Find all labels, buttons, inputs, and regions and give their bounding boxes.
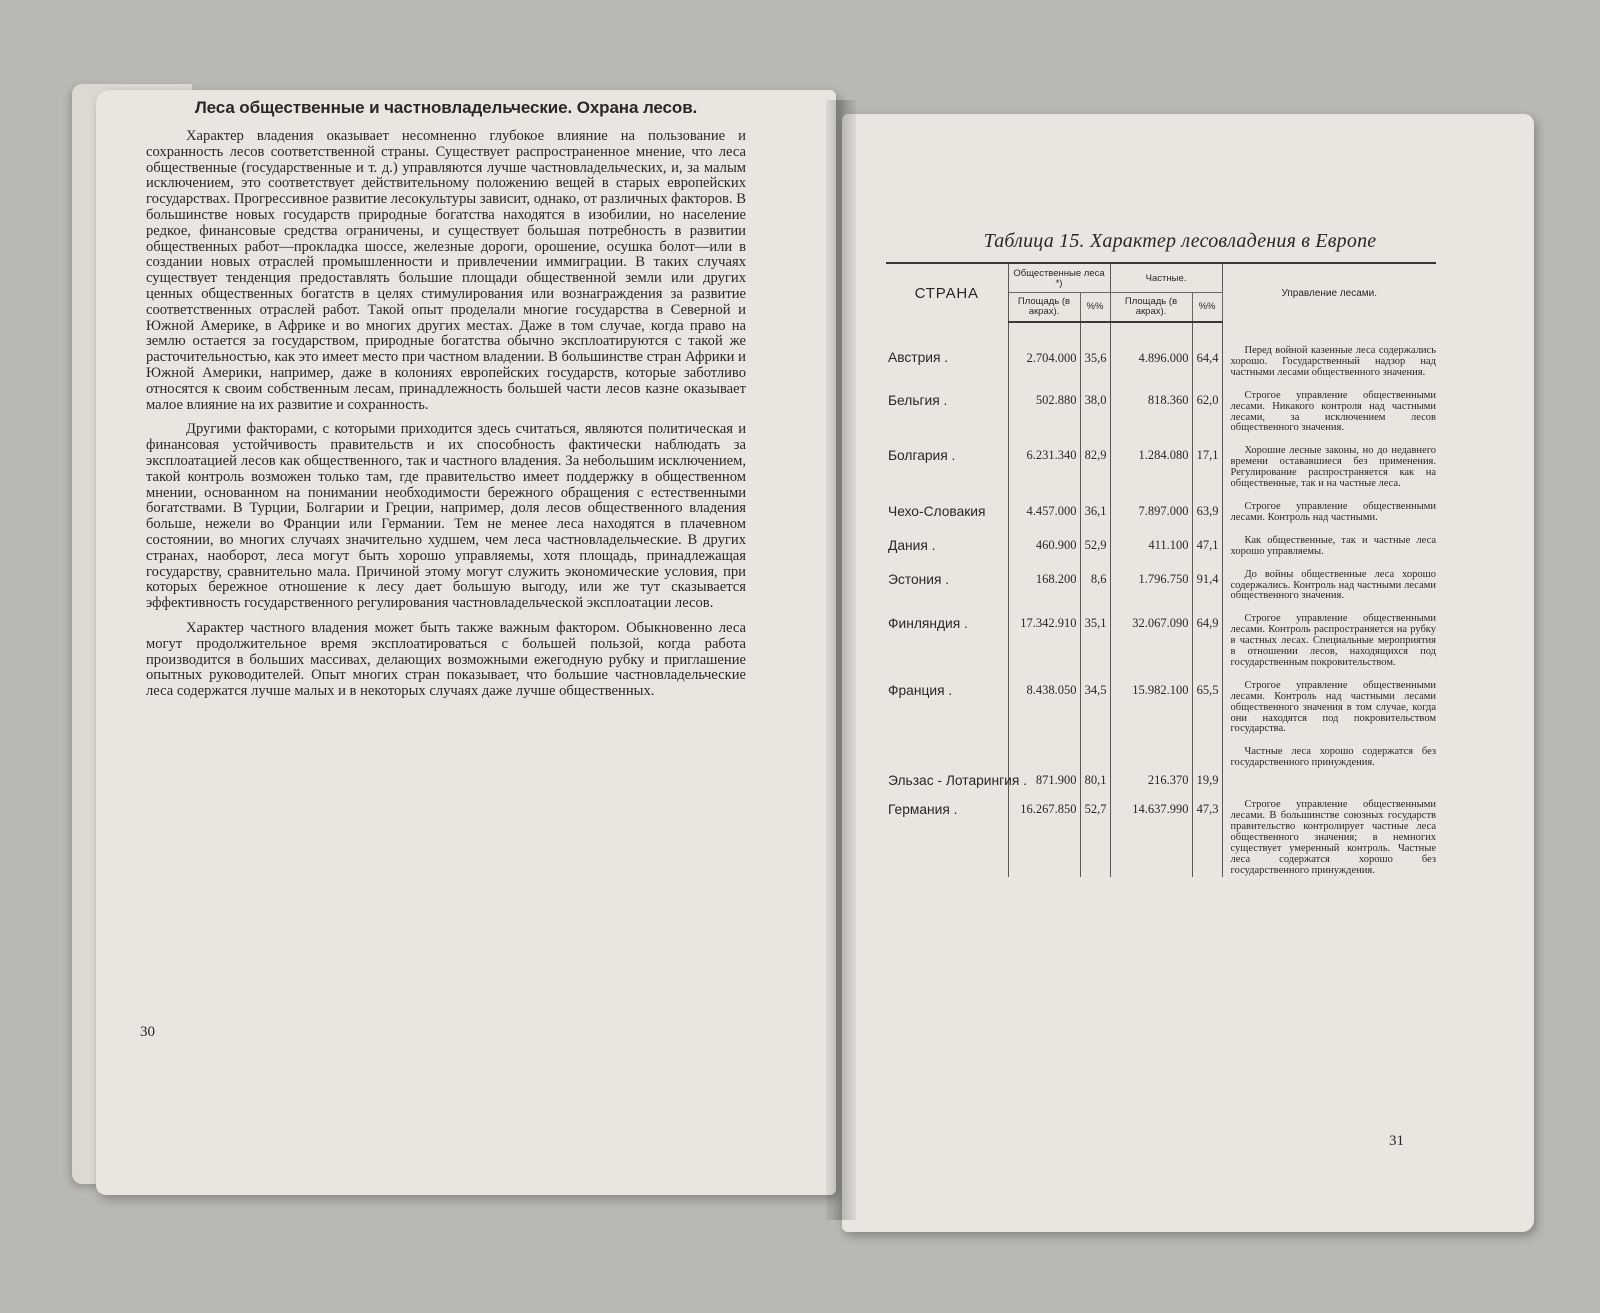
cell-private-percent: 65,5 bbox=[1192, 669, 1222, 736]
table-row bbox=[886, 379, 1436, 435]
cell-private-percent: 62,0 bbox=[1192, 379, 1222, 435]
cell-public-area: 8.438.050 bbox=[1008, 669, 1080, 736]
cell-private-percent: 64,4 bbox=[1192, 322, 1222, 379]
cell-private-percent: 17,1 bbox=[1192, 434, 1222, 490]
header-private-percent: %% bbox=[1192, 293, 1222, 323]
cell-country: Эльзас - Лотарингия . bbox=[886, 735, 1008, 788]
cell-public-area: 871.900 bbox=[1008, 735, 1080, 788]
header-public-forests: Общественные леса *) bbox=[1008, 263, 1110, 293]
forest-ownership-table bbox=[886, 262, 1436, 877]
cell-public-area: 2.704.000 bbox=[1008, 322, 1080, 379]
cell-public-percent: 52,7 bbox=[1080, 788, 1110, 876]
header-private-forests: Частные. bbox=[1110, 263, 1222, 293]
cell-management: Перед войной казенные леса содержались хорошо. Государственный надзор над частными лесами общественного значения. bbox=[1230, 345, 1437, 378]
cell-public-area: 6.231.340 bbox=[1008, 434, 1080, 490]
cell-country: Финляндия . bbox=[886, 602, 1008, 669]
cell-management: Строгое управление общественными лесами. В большинстве союзных государств правительство контролирует частные леса общественного значения; в немногих существует умеренный контроль. Частные леса содержатся хорошо без государственного принуждения. bbox=[1230, 799, 1437, 876]
cell-private-area: 1.284.080 bbox=[1110, 434, 1192, 490]
cell-public-area: 502.880 bbox=[1008, 379, 1080, 435]
cell-private-percent: 47,1 bbox=[1192, 524, 1222, 558]
cell-management: Строгое управление общественными лесами. Никакого контроля над частными лесами, за исключением лесов общественного значения. bbox=[1230, 389, 1437, 434]
table-row bbox=[886, 558, 1436, 603]
right-page-number: 31 bbox=[1389, 1133, 1404, 1149]
cell-private-area: 216.370 bbox=[1110, 735, 1192, 788]
cell-private-area: 411.100 bbox=[1110, 524, 1192, 558]
cell-public-percent: 35,1 bbox=[1080, 602, 1110, 669]
table bbox=[886, 262, 1436, 877]
left-page-content bbox=[146, 98, 746, 709]
cell-country: Австрия . bbox=[886, 322, 1008, 379]
cell-public-percent: 36,1 bbox=[1080, 490, 1110, 524]
cell-private-percent: 64,9 bbox=[1192, 602, 1222, 669]
cell-management: Строгое управление общественными лесами. Контроль над частными лесами общественного значения в том случае, когда они находятся под покровительством государства. bbox=[1230, 679, 1437, 735]
cell-country: Дания . bbox=[886, 524, 1008, 558]
cell-private-area: 818.360 bbox=[1110, 379, 1192, 435]
table-row bbox=[886, 602, 1436, 669]
table-body bbox=[886, 322, 1436, 877]
cell-public-area: 16.267.850 bbox=[1008, 788, 1080, 876]
cell-public-percent: 38,0 bbox=[1080, 379, 1110, 435]
cell-management: До войны общественные леса хорошо содержались. Контроль над частными лесами общественного значения. bbox=[1230, 568, 1437, 602]
cell-country: Болгария . bbox=[886, 434, 1008, 490]
cell-management: Хорошие лесные законы, но до недавнего времени остававшиеся без применения. Регулирование распространяется как на общественные, так и на частные леса. bbox=[1230, 445, 1437, 490]
paragraph: Характер частного владения может быть также важным фактором. Обыкновенно леса могут продолжительное время эксплоатироваться с большей пользой, когда работа производится в больших массивах, делающих возможными ежегодную рубку и приглашение опытных руководителей. Опыт многих стран показывает, что большие частновладельческие леса содержатся лучше малых и в некоторых случаях даже лучше общественных. bbox=[146, 619, 746, 700]
table-row bbox=[886, 322, 1436, 379]
cell-private-percent: 91,4 bbox=[1192, 558, 1222, 603]
table-row bbox=[886, 788, 1436, 876]
cell-management: Частные леса хорошо содержатся без государственного принуждения. bbox=[1230, 746, 1437, 769]
cell-public-percent: 34,5 bbox=[1080, 669, 1110, 736]
cell-private-area: 4.896.000 bbox=[1110, 322, 1192, 379]
cell-management: Строгое управление общественными лесами. Контроль над частными. bbox=[1230, 500, 1437, 523]
header-management: Управление лесами. bbox=[1222, 263, 1436, 322]
cell-private-area: 7.897.000 bbox=[1110, 490, 1192, 524]
cell-private-percent: 63,9 bbox=[1192, 490, 1222, 524]
cell-public-area: 168.200 bbox=[1008, 558, 1080, 603]
cell-private-percent: 47,3 bbox=[1192, 788, 1222, 876]
left-page-number: 30 bbox=[140, 1024, 155, 1040]
cell-country: Франция . bbox=[886, 669, 1008, 736]
cell-public-percent: 8,6 bbox=[1080, 558, 1110, 603]
header-public-area: Площадь (в акрах). bbox=[1008, 293, 1080, 323]
cell-public-percent: 80,1 bbox=[1080, 735, 1110, 788]
table-row bbox=[886, 490, 1436, 524]
cell-private-area: 1.796.750 bbox=[1110, 558, 1192, 603]
table-row bbox=[886, 524, 1436, 558]
cell-country: Эстония . bbox=[886, 558, 1008, 603]
section-heading: Леса общественные и частновладельческие. Охрана лесов. bbox=[194, 98, 698, 117]
table-row bbox=[886, 434, 1436, 490]
cell-public-percent: 52,9 bbox=[1080, 524, 1110, 558]
paragraph: Характер владения оказывает несомненно глубокое влияние на пользование и сохранность лесов соответственной страны. Существует распространенное мнение, что леса общественные (государственные и т. д.) управляются лучше частновладельческих, и, за малым исключением, это соответствует действительному положению вещей в старых европейских государствах. Прогрессивное развитие лесокультуры зависит, однако, от различных факторов. В большинстве новых государств природные богатства находятся в изобилии, но население редкое, финансовые средства ограничены, и существует большая потребность в развитии общественных работ—прокладка шоссе, железные дороги, орошение, осушка болот—или в создании новых отраслей промышленности и привлечении иммиграции. В таких случаях существует тенденция предоставлять большие площади общественной земли или других ценных общественных богатств в целях стимулирования или вознаграждения за развитие соответственных отраслей работ. Такой опыт проделали многие государства в Северной и Южной Америке, в Африке и во многих других местах. Даже в том случае, когда право на землю остается за государством, природные богатства обычно эксплоатируются с такой же расточительностью, как это имеет место при частном владении. В большинстве стран Африки и Южной Америки, например, даже в колониях европейских государств, которые заботливо относятся к своим собственным лесам, принадлежность большей части лесов казне оказывает малое влияние на их развитие и сохранность. bbox=[146, 128, 746, 413]
cell-country: Германия . bbox=[886, 788, 1008, 876]
cell-public-percent: 82,9 bbox=[1080, 434, 1110, 490]
cell-public-area: 17.342.910 bbox=[1008, 602, 1080, 669]
cell-public-area: 460.900 bbox=[1008, 524, 1080, 558]
header-public-percent: %% bbox=[1080, 293, 1110, 323]
cell-management: Как общественные, так и частные леса хорошо управляемы. bbox=[1230, 534, 1437, 557]
table-row bbox=[886, 735, 1436, 788]
cell-management: Строгое управление общественными лесами. Контроль распространяется на рубку в частных лесах. Специальные мероприятия в отношении лесов, находящихся под государственным покровительством. bbox=[1230, 613, 1437, 668]
cell-public-area: 4.457.000 bbox=[1008, 490, 1080, 524]
cell-private-percent: 19,9 bbox=[1192, 735, 1222, 788]
table-header-row bbox=[886, 263, 1436, 293]
cell-country: Бельгия . bbox=[886, 379, 1008, 435]
cell-private-area: 15.982.100 bbox=[1110, 669, 1192, 736]
cell-country: Чехо-Словакия bbox=[886, 490, 1008, 524]
table-row bbox=[886, 669, 1436, 736]
paragraph: Другими факторами, с которыми приходится здесь считаться, являются политическая и финансовая устойчивость правительств и их способность фактически наблюдать за эксплоатацией лесов как общественного, так и частного владения. За небольшим исключением, такой контроль возможен только там, где правительство имеет поддержку в общественном мнении, основанном на понимании необходимости бережного обращения с естественными богатствами. В Турции, Болгарии и Греции, например, доля лесов общественного владения больше, нежели во Франции или Германии. Тем не менее леса находятся в плачевном состоянии, во многих случаях значительно худшем, чем леса частновладельческие. В других странах, наоборот, леса могут быть хорошо управляемы, хотя площадь, принадлежащая государству, сравнительно мала. Причиной этому могут служить экономические условия, при которых бережное отношение к лесу дает большую выгоду, или же тут сказывается эффективность государственного регулирования частновладельческой эксплоатации лесов. bbox=[146, 421, 746, 612]
cell-private-area: 14.637.990 bbox=[1110, 788, 1192, 876]
header-private-area: Площадь (в акрах). bbox=[1110, 293, 1192, 323]
header-country: СТРАНА bbox=[886, 263, 1008, 322]
cell-private-area: 32.067.090 bbox=[1110, 602, 1192, 669]
book-gutter bbox=[826, 100, 856, 1220]
table-title: Таблица 15. Характер лесовладения в Европе bbox=[983, 230, 1377, 252]
cell-public-percent: 35,6 bbox=[1080, 322, 1110, 379]
